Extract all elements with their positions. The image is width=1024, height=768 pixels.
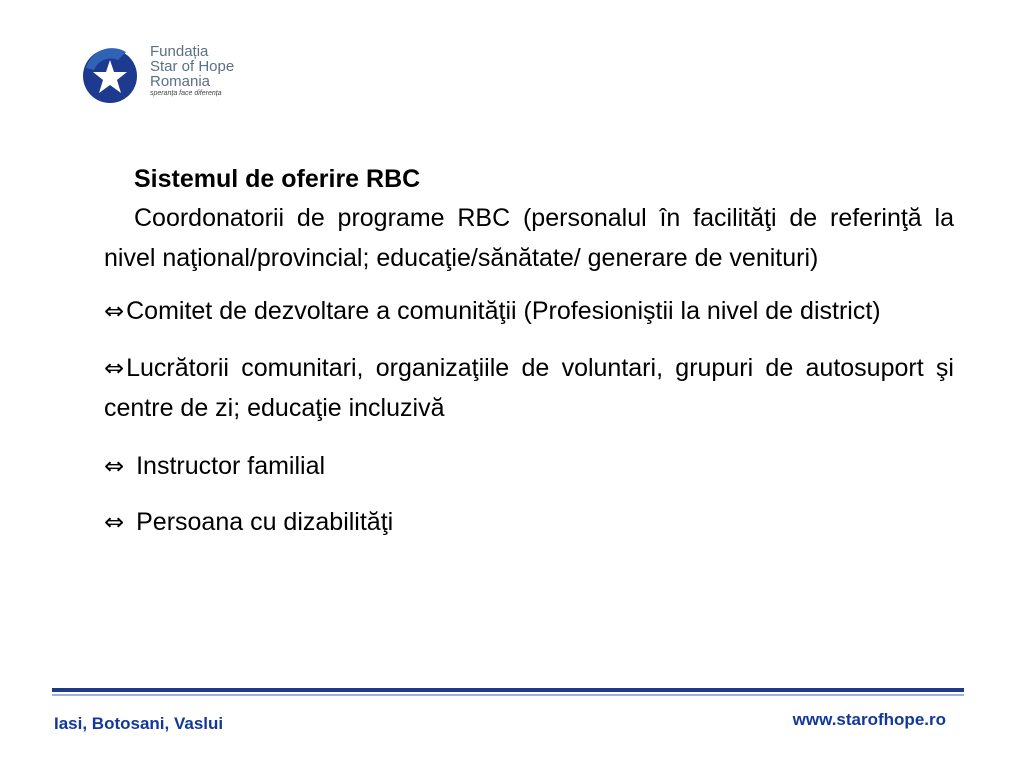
list-item-text: Lucrătorii comunitari, organizaţiile de voluntari, grupuri de autosuport şi centre de zi; educaţie incluzivă xyxy=(104,354,954,422)
list-item xyxy=(104,446,954,486)
slide-title: Sistemul de oferire RBC xyxy=(134,165,421,193)
list-item xyxy=(104,348,954,428)
double-arrow-icon: ⇔ xyxy=(104,508,125,536)
double-arrow-icon: ⇔ xyxy=(104,354,125,382)
logo-line-2: Star of Hope xyxy=(150,58,235,75)
logo xyxy=(74,40,254,112)
list-item-text: Persoana cu dizabilităţi xyxy=(136,508,394,536)
logo-line-3: Romania xyxy=(150,73,211,90)
footer-rule xyxy=(52,688,964,692)
paragraph-coordinators: Coordonatorii de programe RBC (personalul în facilităţi de referinţă la nivel naţional/provincial; educaţie/sănătate/ generare de venituri) xyxy=(104,204,954,272)
star-logo-icon xyxy=(74,40,146,112)
footer-location: Iasi, Botosani, Vaslui xyxy=(54,714,224,733)
double-arrow-icon: ⇔ xyxy=(104,297,125,325)
list-item-text: Instructor familial xyxy=(136,452,326,480)
footer-website: www.starofhope.ro xyxy=(792,710,946,729)
slide-content xyxy=(104,160,954,542)
list-item-text: Comitet de dezvoltare a comunităţii (Profesioniştii la nivel de district) xyxy=(126,297,881,325)
list-item xyxy=(104,502,954,542)
logo-tagline: speranța face diferența xyxy=(150,90,222,97)
list-item xyxy=(104,282,954,340)
logo-line-1: Fundația xyxy=(150,43,209,60)
double-arrow-icon: ⇔ xyxy=(104,452,125,480)
footer-rule-light xyxy=(52,694,964,696)
